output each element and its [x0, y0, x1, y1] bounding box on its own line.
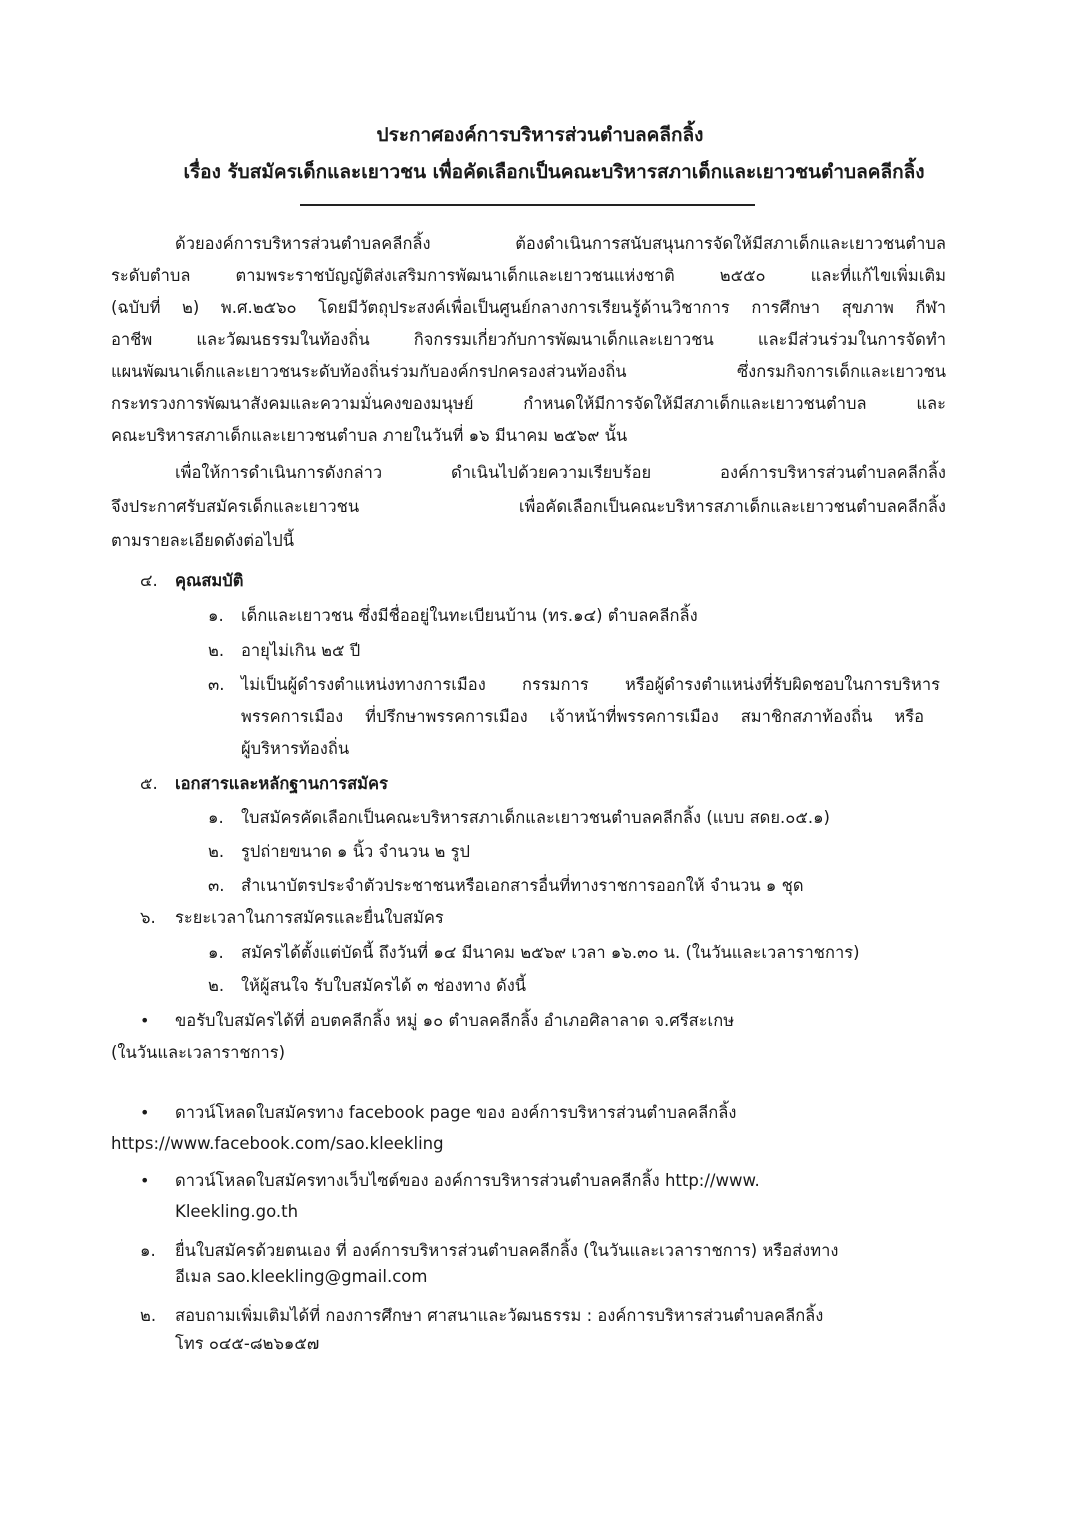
facebook-link[interactable]: https://www.facebook.com/sao.kleekling [111, 1134, 444, 1153]
announcement-title: ประกาศองค์การบริหารส่วนตำบลคลีกลิ้ง [376, 124, 704, 146]
section-number: ๕. [140, 774, 158, 793]
item-number: ๒. [208, 976, 225, 995]
item-number: ๓. [208, 675, 225, 694]
item-number: ๒. [140, 1306, 157, 1325]
section-number: ๖. [140, 908, 156, 927]
item-number: ๒. [208, 641, 225, 660]
section-heading: ระยะเวลาในการสมัครและยื่นใบสมัคร [175, 908, 444, 927]
qualification-item-cont: พรรคการเมือง ที่ปรึกษาพรรคการเมือง เจ้าหน้าที่พรรคการเมือง สมาชิกสภาท้องถิ่น หรือ [241, 707, 924, 726]
qualification-item-cont: ผู้บริหารท้องถิ่น [241, 739, 350, 758]
website-link[interactable]: Kleekling.go.th [175, 1202, 299, 1221]
announcement-subject: เรื่อง รับสมัครเด็กและเยาวชน เพื่อคัดเลือกเป็นคณะบริหารสภาเด็กและเยาวชนตำบลคลีกลิ้ง [183, 161, 925, 183]
intro-line: แผนพัฒนาเด็กและเยาวชนระดับท้องถิ่นร่วมกับองค์กรปกครองส่วนท้องถิ่น ซึ่งกรมกิจการเด็กและเยาวชน [111, 362, 946, 381]
intro-line: คณะบริหารสภาเด็กและเยาวชนตำบล ภายในวันที่ ๑๖ มีนาคม ๒๕๖๙ นั้น [111, 426, 628, 445]
qualification-item: อายุไม่เกิน ๒๕ ปี [241, 641, 361, 660]
period-item: ให้ผู้สนใจ รับใบสมัครได้ ๓ ช่องทาง ดังนี้ [241, 976, 527, 995]
document-item: ใบสมัครคัดเลือกเป็นคณะบริหารสภาเด็กและเยาวชนตำบลคลีกลิ้ง (แบบ สดย.๐๕.๑) [241, 808, 830, 827]
intro-line: ระดับตำบล ตามพระราชบัญญัติส่งเสริมการพัฒนาเด็กและเยาวชนแห่งชาติ ๒๕๕๐ และที่แก้ไขเพิ่มเติม [111, 266, 946, 285]
section-heading: คุณสมบัติ [175, 571, 244, 590]
intro-line: (ฉบับที่ ๒) พ.ศ.๒๕๖๐ โดยมีวัตถุประสงค์เพื่อเป็นศูนย์กลางการเรียนรู้ด้านวิชาการ การศึกษา สุขภาพ กีฬา [111, 298, 946, 317]
item-number: ๑. [208, 808, 224, 827]
section-number: ๔. [140, 571, 158, 590]
intro-line: ด้วยองค์การบริหารส่วนตำบลคลีกลิ้ง ต้องดำเนินการสนับสนุนการจัดให้มีสภาเด็กและเยาวชนตำบล [175, 234, 946, 253]
document-item: สำเนาบัตรประจำตัวประชาชนหรือเอกสารอื่นที่ทางราชการออกให้ จำนวน ๑ ชุด [241, 876, 804, 895]
purpose-line: ตามรายละเอียดดังต่อไปนี้ [111, 531, 295, 550]
submission-item: สอบถามเพิ่มเติมได้ที่ กองการศึกษา ศาสนาและวัฒนธรรม : องค์การบริหารส่วนตำบลคลีกลิ้ง [175, 1306, 824, 1325]
intro-line: อาชีพ และวัฒนธรรมในท้องถิ่น กิจกรรมเกี่ยวกับการพัฒนาเด็กและเยาวชน และมีส่วนร่วมในการจัดทำ [111, 330, 946, 349]
channel-website: ดาวน์โหลดใบสมัครทางเว็บไซต์ของ องค์การบริหารส่วนตำบลคลีกลิ้ง http://www. [175, 1171, 760, 1190]
section-heading: เอกสารและหลักฐานการสมัคร [175, 774, 388, 793]
bullet-icon: • [140, 1103, 150, 1122]
document-item: รูปถ่ายขนาด ๑ นิ้ว จำนวน ๒ รูป [241, 842, 471, 861]
purpose-line: เพื่อให้การดำเนินการดังกล่าว ดำเนินไปด้วยความเรียบร้อย องค์การบริหารส่วนตำบลคลีกลิ้ง [175, 463, 946, 482]
title-underline [300, 204, 755, 206]
channel-facebook: ดาวน์โหลดใบสมัครทาง facebook page ของ องค์การบริหารส่วนตำบลคลีกลิ้ง [175, 1103, 737, 1122]
item-number: ๓. [208, 876, 225, 895]
phone-number: โทร ๐๔๕-๘๒๖๑๕๗ [175, 1334, 320, 1353]
bullet-icon: • [140, 1011, 150, 1030]
submission-item: ยื่นใบสมัครด้วยตนเอง ที่ องค์การบริหารส่วนตำบลคลีกลิ้ง (ในวันและเวลาราชการ) หรือส่งทาง [175, 1241, 839, 1260]
qualification-item: เด็กและเยาวชน ซึ่งมีชื่ออยู่ในทะเบียนบ้าน (ทร.๑๔) ตำบลคลีกลิ้ง [241, 606, 698, 625]
channel-office-cont: (ในวันและเวลาราชการ) [111, 1043, 286, 1062]
intro-line: กระทรวงการพัฒนาสังคมและความมั่นคงของมนุษย์ กำหนดให้มีการจัดให้มีสภาเด็กและเยาวชนตำบล และ [111, 394, 946, 413]
period-item: สมัครได้ตั้งแต่บัดนี้ ถึงวันที่ ๑๔ มีนาคม ๒๕๖๙ เวลา ๑๖.๓๐ น. (ในวันและเวลาราชการ) [241, 943, 860, 962]
item-number: ๒. [208, 842, 225, 861]
qualification-item: ไม่เป็นผู้ดำรงตำแหน่งทางการเมือง กรรมการ หรือผู้ดำรงตำแหน่งที่รับผิดชอบในการบริหาร [241, 675, 940, 694]
item-number: ๑. [208, 606, 224, 625]
purpose-line: จึงประกาศรับสมัครเด็กและเยาวชน เพื่อคัดเลือกเป็นคณะบริหารสภาเด็กและเยาวชนตำบลคลีกลิ้ง [111, 497, 946, 516]
bullet-icon: • [140, 1171, 150, 1190]
item-number: ๑. [208, 943, 224, 962]
email-address[interactable]: อีเมล sao.kleekling@gmail.com [175, 1267, 428, 1286]
item-number: ๑. [140, 1241, 156, 1260]
channel-office: ขอรับใบสมัครได้ที่ อบตคลีกลิ้ง หมู่ ๑๐ ตำบลคลีกลิ้ง อำเภอศิลาลาด จ.ศรีสะเกษ [175, 1011, 735, 1030]
